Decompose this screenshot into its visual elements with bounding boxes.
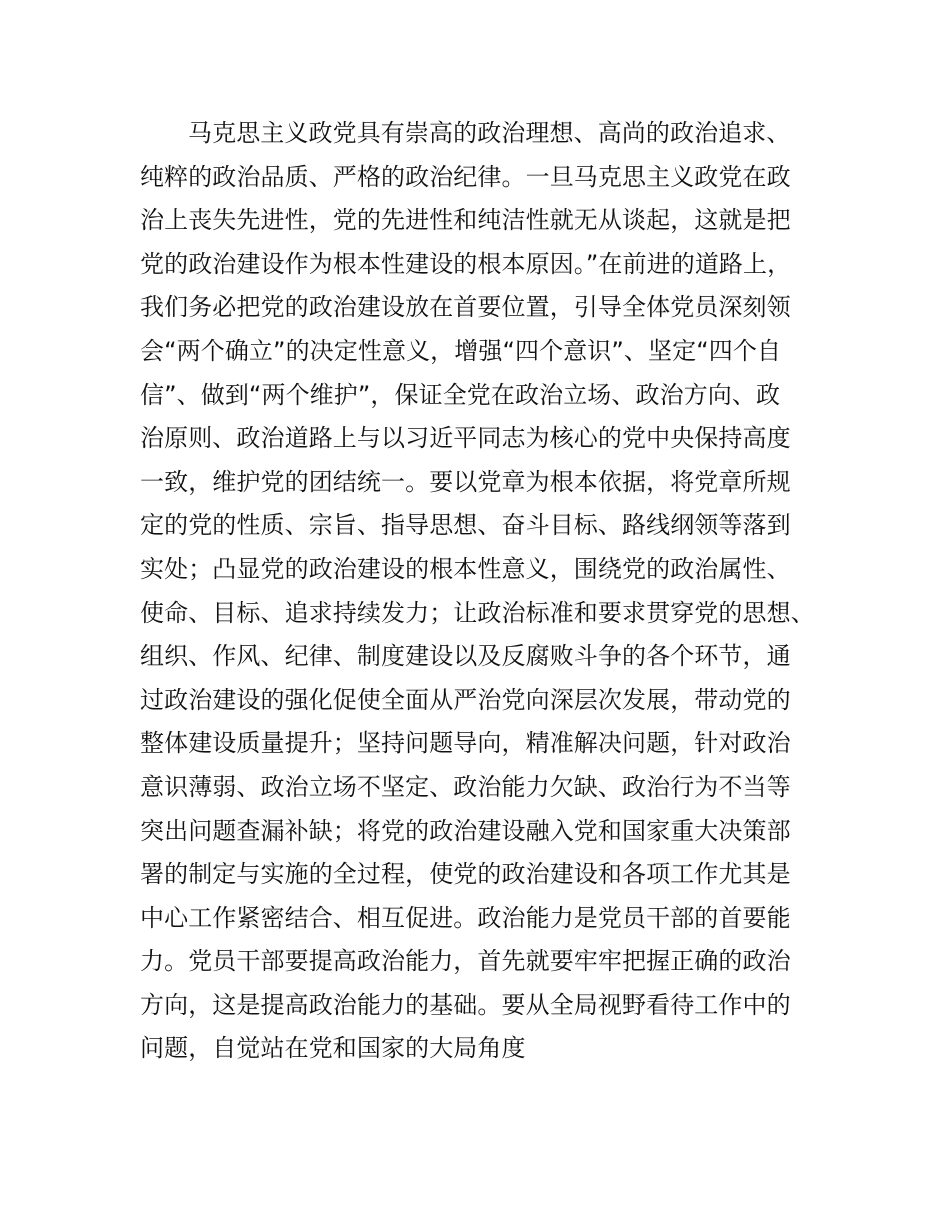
paragraph-line: 一致，维护党的团结统一。要以党章为根本依据，将党章所规 [140, 467, 791, 496]
paragraph-line: 纯粹的政治品质、严格的政治纪律。一旦马克思主义政党在政 [140, 162, 791, 191]
paragraph-line: 信”、做到“两个维护”，保证全党在政治立场、政治方向、政 [140, 380, 781, 409]
paragraph-line: 会“两个确立”的决定性意义，增强“四个意识”、坚定“四个自 [140, 336, 782, 365]
paragraph-line: 署的制定与实施的全过程，使党的政治建设和各项工作尤其是 [140, 860, 791, 889]
paragraph-line: 突出问题查漏补缺；将党的政治建设融入党和国家重大决策部 [140, 816, 791, 845]
paragraph-line: 我们务必把党的政治建设放在首要位置，引导全体党员深刻领 [140, 293, 791, 322]
paragraph-line: 马克思主义政党具有崇高的政治理想、高尚的政治追求、 [188, 119, 791, 147]
paragraph-line: 方向，这是提高政治能力的基础。要从全局视野看待工作中的 [140, 990, 791, 1019]
paragraph-line: 治原则、政治道路上与以习近平同志为核心的党中央保持高度 [140, 424, 791, 453]
paragraph-line: 实处；凸显党的政治建设的根本性意义，围绕党的政治属性、 [140, 554, 791, 583]
paragraph-line: 使命、目标、追求持续发力；让政治标准和要求贯穿党的思想、 [140, 598, 815, 627]
paragraph-line: 过政治建设的强化促使全面从严治党向深层次发展，带动党的 [140, 685, 791, 714]
paragraph-line: 治上丧失先进性，党的先进性和纯洁性就无从谈起，这就是把 [140, 206, 791, 235]
paragraph-line: 意识薄弱、政治立场不坚定、政治能力欠缺、政治行为不当等 [140, 772, 791, 801]
paragraph-line: 整体建设质量提升；坚持问题导向，精准解决问题，针对政治 [140, 729, 791, 758]
paragraph-line: 党的政治建设作为根本性建设的根本原因。”在前进的道路上， [140, 249, 792, 278]
paragraph-line: 定的党的性质、宗旨、指导思想、奋斗目标、路线纲领等落到 [140, 511, 791, 540]
body-paragraph [140, 112, 840, 1071]
paragraph-line: 组织、作风、纪律、制度建设以及反腐败斗争的各个环节，通 [140, 642, 791, 671]
paragraph-line: 问题，自觉站在党和国家的大局角度 [140, 1034, 526, 1063]
paragraph-line: 中心工作紧密结合、相互促进。政治能力是党员干部的首要能 [140, 903, 791, 932]
paragraph-line: 力。党员干部要提高政治能力，首先就要牢牢把握正确的政治 [140, 947, 791, 976]
